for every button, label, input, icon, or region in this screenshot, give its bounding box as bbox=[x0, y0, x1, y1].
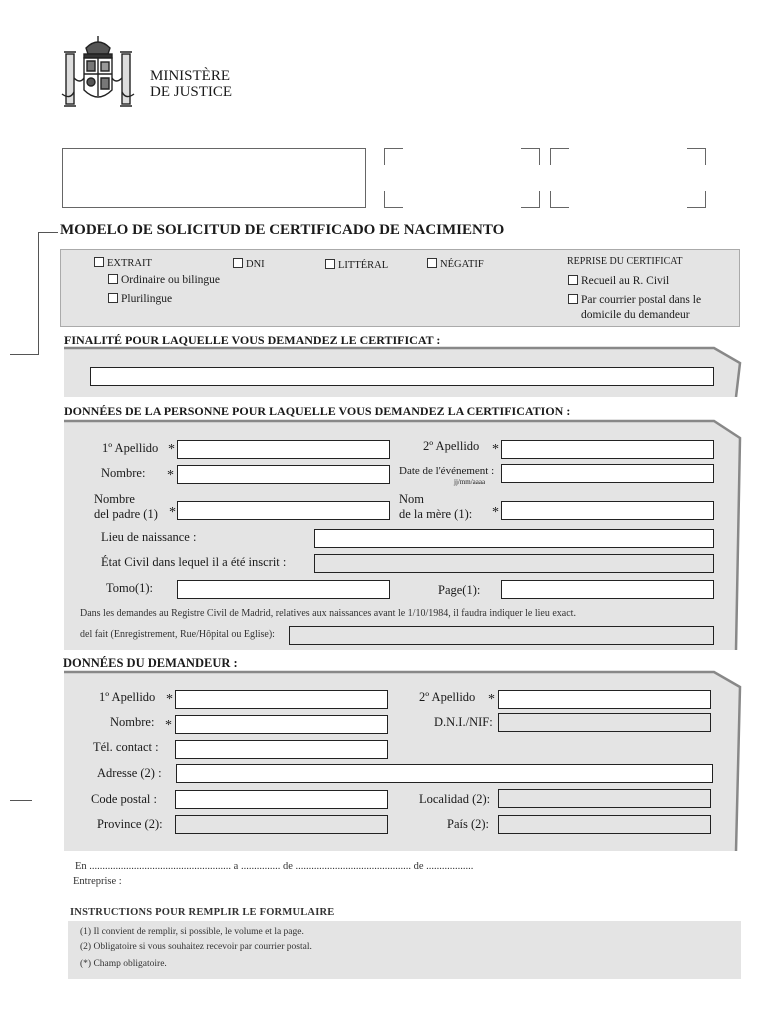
dni-nif-label: D.N.I./NIF: bbox=[434, 715, 493, 729]
applicant-apellido2-input[interactable] bbox=[498, 690, 711, 709]
pais-input[interactable] bbox=[498, 815, 711, 834]
padre-label-line1: Nombre bbox=[94, 492, 135, 506]
adresse-label: Adresse (2) : bbox=[97, 766, 162, 780]
signature-place-date: En ...................................................... a ............... de ............................................ de .................. bbox=[75, 861, 474, 872]
tel-input[interactable] bbox=[175, 740, 388, 759]
applicant-apellido2-label: 2º Apellido bbox=[419, 690, 476, 704]
person-apellido2-star: * bbox=[492, 442, 499, 457]
madrid-note-line1: Dans les demandes au Registre Civil de Madrid, relatives aux naissances avant le 1/10/1984, il faudra indiquer le lieu exact. bbox=[80, 608, 576, 619]
instruction-2: (2) Obligatoire si vous souhaitez recevoir par courrier postal. bbox=[80, 942, 312, 952]
option-courrier[interactable] bbox=[568, 293, 701, 323]
courrier-label-line2: domicile du demandeur bbox=[581, 309, 690, 321]
option-extrait[interactable] bbox=[94, 257, 152, 269]
madre-label-line1: Nom bbox=[399, 492, 424, 506]
reprise-title: REPRISE DU CERTIFICAT bbox=[567, 256, 683, 267]
etat-civil-input[interactable] bbox=[314, 554, 714, 573]
litteral-label: LITTÉRAL bbox=[338, 260, 389, 271]
tomo-label: Tomo(1): bbox=[106, 581, 154, 595]
option-recueil[interactable] bbox=[568, 275, 669, 287]
person-apellido1-star: * bbox=[168, 442, 175, 457]
date-event-input[interactable] bbox=[501, 464, 714, 483]
recueil-checkbox[interactable] bbox=[568, 275, 578, 285]
ordinaire-label: Ordinaire ou bilingue bbox=[121, 274, 221, 286]
bracket-vertical bbox=[38, 232, 39, 354]
padre-input[interactable] bbox=[177, 501, 390, 520]
fold-mark bbox=[10, 800, 32, 801]
padre-star: * bbox=[169, 505, 176, 520]
tel-label: Tél. contact : bbox=[93, 740, 159, 754]
dni-checkbox[interactable] bbox=[233, 258, 243, 268]
applicant-apellido2-star: * bbox=[488, 692, 495, 707]
province-input[interactable] bbox=[175, 815, 388, 834]
option-plurilingue[interactable] bbox=[108, 293, 172, 305]
option-dni[interactable] bbox=[233, 258, 265, 270]
dni-nif-input[interactable] bbox=[498, 713, 711, 732]
instruction-1: (1) Il convient de remplir, si possible, le volume et la page. bbox=[80, 927, 304, 937]
plurilingue-checkbox[interactable] bbox=[108, 293, 118, 303]
page-input[interactable] bbox=[501, 580, 714, 599]
bracket-top bbox=[38, 232, 58, 233]
negatif-label: NÉGATIF bbox=[440, 259, 484, 270]
purpose-section-title: FINALITÉ POUR LAQUELLE VOUS DEMANDEZ LE CERTIFICAT : bbox=[64, 333, 441, 347]
lieu-label: Lieu de naissance : bbox=[101, 530, 197, 544]
localidad-input[interactable] bbox=[498, 789, 711, 808]
plurilingue-label: Plurilingue bbox=[121, 293, 173, 305]
courrier-checkbox[interactable] bbox=[568, 294, 578, 304]
applicant-section-title: DONNÉES DU DEMANDEUR : bbox=[63, 656, 238, 670]
page-label: Page(1): bbox=[438, 583, 481, 597]
option-ordinaire[interactable] bbox=[108, 274, 220, 286]
signature-entreprise: Entreprise : bbox=[73, 876, 122, 887]
code-postal-label: Code postal : bbox=[91, 792, 157, 806]
stamp-box-2 bbox=[550, 148, 706, 208]
applicant-nombre-label: Nombre: bbox=[110, 715, 155, 729]
spanish-coat-of-arms-icon bbox=[60, 34, 136, 114]
pais-label: País (2): bbox=[447, 817, 490, 831]
person-apellido1-input[interactable] bbox=[177, 440, 390, 459]
adresse-input[interactable] bbox=[176, 764, 713, 783]
ministry-line1: MINISTÈRE bbox=[150, 68, 230, 84]
code-postal-input[interactable] bbox=[175, 790, 388, 809]
dni-label: DNI bbox=[246, 259, 265, 270]
province-label: Province (2): bbox=[97, 817, 163, 831]
etat-civil-label: État Civil dans lequel il a été inscrit : bbox=[101, 555, 287, 569]
person-apellido2-input[interactable] bbox=[501, 440, 714, 459]
bracket-bottom bbox=[10, 354, 39, 355]
extrait-checkbox[interactable] bbox=[94, 257, 104, 267]
form-title: MODELO DE SOLICITUD DE CERTIFICADO DE NACIMIENTO bbox=[60, 222, 505, 238]
stamp-box-1 bbox=[384, 148, 540, 208]
date-format-hint: jj/mm/aaaa bbox=[454, 478, 486, 486]
purpose-input[interactable] bbox=[90, 367, 714, 386]
padre-label bbox=[94, 492, 158, 522]
tomo-input[interactable] bbox=[177, 580, 390, 599]
person-nombre-input[interactable] bbox=[177, 465, 390, 484]
reference-box[interactable] bbox=[62, 148, 366, 208]
padre-label-line2: del padre (1) bbox=[94, 507, 158, 521]
applicant-apellido1-input[interactable] bbox=[175, 690, 388, 709]
madre-label-line2: de la mère (1): bbox=[399, 507, 473, 521]
person-nombre-label: Nombre: bbox=[101, 466, 146, 480]
applicant-nombre-input[interactable] bbox=[175, 715, 388, 734]
ministry-name bbox=[150, 68, 232, 100]
applicant-apellido1-label: 1º Apellido bbox=[99, 690, 156, 704]
instruction-3: (*) Champ obligatoire. bbox=[80, 959, 167, 969]
ministry-line2: DE JUSTICE bbox=[150, 84, 233, 100]
lieu-input[interactable] bbox=[314, 529, 714, 548]
negatif-checkbox[interactable] bbox=[427, 258, 437, 268]
date-event-label: Date de l'événement : bbox=[399, 465, 495, 477]
courrier-label-line1: Par courrier postal dans le bbox=[581, 294, 702, 306]
instructions-title: INSTRUCTIONS POUR REMPLIR LE FORMULAIRE bbox=[70, 907, 335, 918]
person-apellido1-label: 1º Apellido bbox=[102, 441, 159, 455]
recueil-label: Recueil au R. Civil bbox=[581, 275, 670, 287]
option-negatif[interactable] bbox=[427, 258, 484, 270]
madrid-note-line2: del fait (Enregistrement, Rue/Hôpital ou Eglise): bbox=[80, 629, 275, 640]
person-nombre-star: * bbox=[167, 468, 174, 483]
madre-input[interactable] bbox=[501, 501, 714, 520]
lieu-exact-input[interactable] bbox=[289, 626, 714, 645]
localidad-label: Localidad (2): bbox=[419, 792, 491, 806]
madre-label bbox=[399, 492, 472, 522]
litteral-checkbox[interactable] bbox=[325, 259, 335, 269]
person-apellido2-label: 2º Apellido bbox=[423, 439, 480, 453]
madre-star: * bbox=[492, 505, 499, 520]
option-litteral[interactable] bbox=[325, 259, 388, 271]
applicant-nombre-star: * bbox=[165, 718, 172, 733]
person-section-title: DONNÉES DE LA PERSONNE POUR LAQUELLE VOUS DEMANDEZ LA CERTIFICATION : bbox=[64, 404, 571, 418]
extrait-label: EXTRAIT bbox=[107, 258, 152, 269]
applicant-apellido1-star: * bbox=[166, 692, 173, 707]
ordinaire-checkbox[interactable] bbox=[108, 274, 118, 284]
